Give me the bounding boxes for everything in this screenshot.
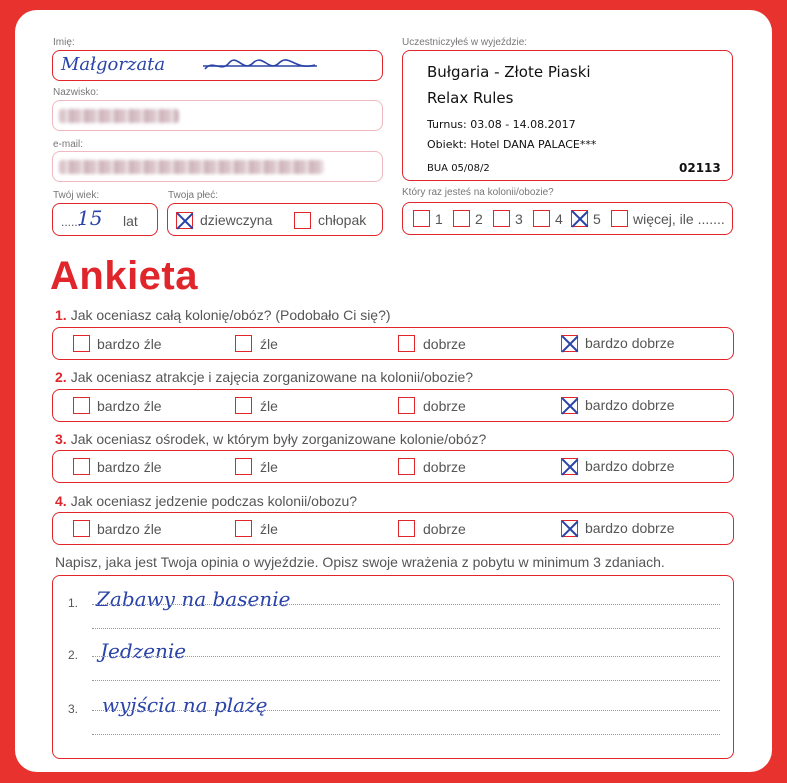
q4-option-good: dobrze: [423, 521, 466, 537]
q4-checkbox-very-bad[interactable]: [73, 520, 90, 537]
question-3: [55, 431, 486, 447]
participated-label: Uczestniczyłeś w wyjeździe:: [402, 37, 528, 48]
q2-option-very-bad: bardzo źle: [97, 398, 162, 414]
q4-checkbox-good[interactable]: [398, 520, 415, 537]
gender-option-girl: dziewczyna: [200, 212, 273, 228]
opinion-text-1: Zabawy na basenie: [96, 587, 291, 611]
q1-option-good: dobrze: [423, 336, 466, 352]
trip-object: Obiekt: Hotel DANA PALACE***: [427, 138, 597, 151]
question-2: [55, 369, 473, 385]
times-field: [402, 202, 733, 235]
q3-checkbox-very-bad[interactable]: [73, 458, 90, 475]
name-label: Imię:: [53, 37, 75, 48]
q3-option-very-bad: bardzo źle: [97, 459, 162, 475]
question-text: Jak oceniasz atrakcje i zajęcia zorganizowane na kolonii/obozie?: [70, 369, 474, 385]
gender-label: Twoja płeć:: [168, 190, 219, 201]
times-option-4: 4: [555, 211, 563, 227]
q4-checkbox-bad[interactable]: [235, 520, 252, 537]
age-dots: ......: [61, 215, 82, 229]
opinion-number-2: 2.: [68, 648, 79, 662]
question-text: Jak oceniasz jedzenie podczas kolonii/obozu?: [70, 493, 358, 509]
q2-checkbox-very-good[interactable]: [561, 397, 578, 414]
gender-checkbox-boy[interactable]: [294, 212, 311, 229]
question-number: 3.: [55, 431, 67, 447]
q4-checkbox-very-good[interactable]: [561, 520, 578, 537]
redacted-surname: [59, 109, 179, 123]
gender-field: [167, 203, 383, 236]
times-option-more: więcej, ile .......: [633, 211, 725, 227]
times-checkbox-4[interactable]: [533, 210, 550, 227]
times-checkbox-1[interactable]: [413, 210, 430, 227]
surname-label: Nazwisko:: [53, 87, 99, 98]
question-2-options: [52, 389, 734, 422]
trip-program: Relax Rules: [427, 89, 514, 107]
gender-checkbox-girl[interactable]: [176, 212, 193, 229]
q3-option-very-good: bardzo dobrze: [585, 458, 675, 474]
times-checkbox-more[interactable]: [611, 210, 628, 227]
opinion-line: [92, 656, 720, 657]
times-option-1: 1: [435, 211, 443, 227]
redacted-email: [59, 160, 324, 174]
trip-destination: Bułgaria - Złote Piaski: [427, 63, 591, 81]
question-text: Jak oceniasz ośrodek, w którym były zorganizowane kolonie/obóz?: [70, 431, 487, 447]
q1-checkbox-very-bad[interactable]: [73, 335, 90, 352]
q2-checkbox-very-bad[interactable]: [73, 397, 90, 414]
opinion-text-2: Jedzenie: [100, 639, 187, 663]
q1-option-very-good: bardzo dobrze: [585, 335, 675, 351]
age-label: Twój wiek:: [53, 190, 100, 201]
question-3-options: [52, 450, 734, 483]
q2-option-bad: źle: [260, 398, 278, 414]
email-label: e-mail:: [53, 139, 84, 150]
opinion-number-1: 1.: [68, 596, 79, 610]
q2-checkbox-bad[interactable]: [235, 397, 252, 414]
question-number: 2.: [55, 369, 67, 385]
times-checkbox-2[interactable]: [453, 210, 470, 227]
age-unit: lat: [123, 213, 138, 229]
q1-checkbox-good[interactable]: [398, 335, 415, 352]
q3-option-bad: źle: [260, 459, 278, 475]
opinion-line: [92, 710, 720, 711]
q2-option-good: dobrze: [423, 398, 466, 414]
age-value: 15: [77, 206, 103, 230]
name-field[interactable]: [52, 50, 383, 81]
times-checkbox-3[interactable]: [493, 210, 510, 227]
trip-turnus: Turnus: 03.08 - 14.08.2017: [427, 118, 576, 131]
question-text: Jak oceniasz całą kolonię/obóz? (Podobało Ci się?): [70, 307, 391, 323]
opinion-line: [92, 680, 720, 681]
opinion-line: [92, 628, 720, 629]
times-option-3: 3: [515, 211, 523, 227]
q1-checkbox-very-good[interactable]: [561, 335, 578, 352]
q1-option-very-bad: bardzo źle: [97, 336, 162, 352]
q4-option-very-bad: bardzo źle: [97, 521, 162, 537]
opinion-number-3: 3.: [68, 702, 79, 716]
q2-checkbox-good[interactable]: [398, 397, 415, 414]
q2-option-very-good: bardzo dobrze: [585, 397, 675, 413]
surname-field[interactable]: [52, 100, 383, 131]
opinion-prompt: Napisz, jaka jest Twoja opinia o wyjeździe. Opisz swoje wrażenia z pobytu w minimum 3 zdaniach.: [55, 554, 665, 570]
opinion-text-3: wyjścia na plażę: [102, 693, 268, 717]
gender-option-boy: chłopak: [318, 212, 367, 228]
name-value: Małgorzata: [61, 54, 166, 75]
times-checkbox-5[interactable]: [571, 210, 588, 227]
question-number: 1.: [55, 307, 67, 323]
opinion-line: [92, 734, 720, 735]
q3-checkbox-very-good[interactable]: [561, 458, 578, 475]
trip-info-box: [402, 50, 733, 181]
q3-checkbox-bad[interactable]: [235, 458, 252, 475]
age-field[interactable]: [52, 203, 158, 236]
q1-checkbox-bad[interactable]: [235, 335, 252, 352]
question-number: 4.: [55, 493, 67, 509]
question-1: [55, 307, 391, 323]
q4-option-very-good: bardzo dobrze: [585, 520, 675, 536]
question-4: [55, 493, 357, 509]
opinion-line: [92, 604, 720, 605]
trip-number: 02113: [679, 161, 721, 175]
survey-title: Ankieta: [50, 254, 198, 298]
times-label: Który raz jesteś na kolonii/obozie?: [402, 187, 554, 198]
times-option-2: 2: [475, 211, 483, 227]
trip-code: BUA 05/08/2: [427, 163, 490, 174]
email-field[interactable]: [52, 151, 383, 182]
q3-option-good: dobrze: [423, 459, 466, 475]
question-1-options: [52, 327, 734, 360]
question-4-options: [52, 512, 734, 545]
scribbled-surname: [203, 55, 313, 73]
times-option-5: 5: [593, 211, 601, 227]
q3-checkbox-good[interactable]: [398, 458, 415, 475]
q4-option-bad: źle: [260, 521, 278, 537]
q1-option-bad: źle: [260, 336, 278, 352]
